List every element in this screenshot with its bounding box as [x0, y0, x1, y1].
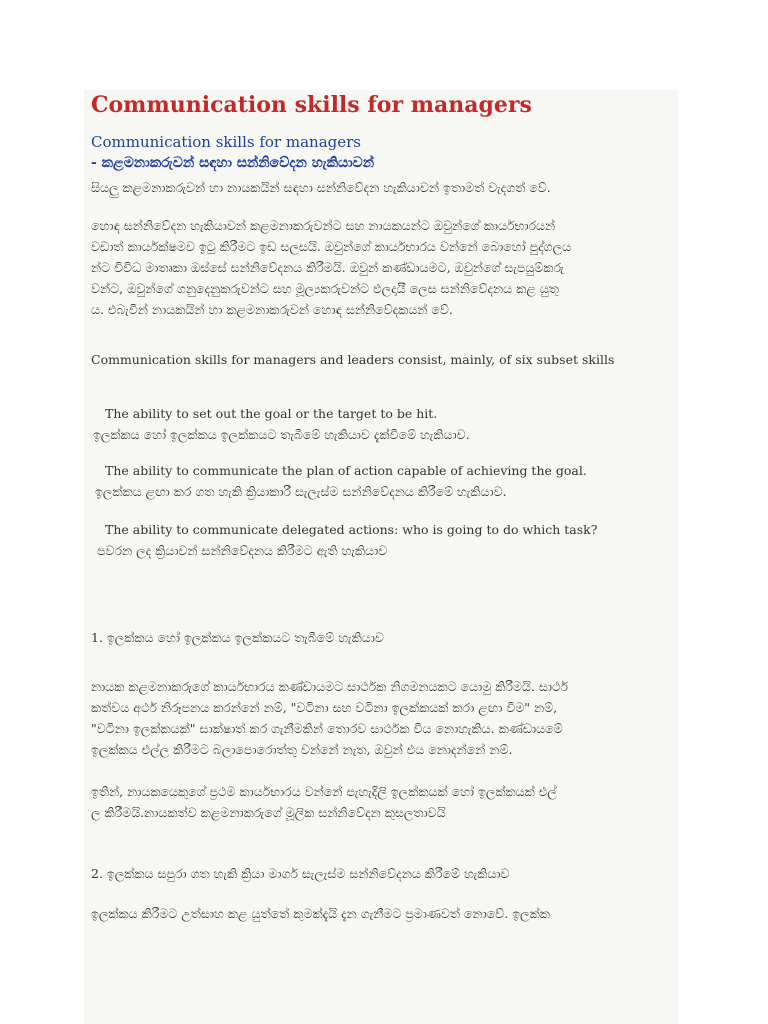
section-1-paragraph-1: [91, 676, 568, 760]
skill-sinhala: ඉලක්කය ළඟා කර ගත හැකි ක්‍රියාකාරී සැලැස්ම සන්නිවේදනය කිරීමේ හැකියාව.: [95, 484, 507, 499]
section-2-paragraph-1: ඉලක්කය කිරීමට උත්සාහ කළ යුත්තේ කුමක්දැයි දැන ගැනීමට ප්‍රමාණවත් නොවේ. ඉලක්ක: [91, 906, 550, 921]
document-page: [84, 90, 678, 1024]
skill-english: The ability to communicate delegated actions: who is going to do which task?: [105, 522, 598, 537]
paragraph-1-line: වන්ට, ඔවුන්ගේ ගනුදෙනුකරුවන්ට සහ මූල්‍යකරුවන්ට ඵලදායී ලෙස සන්නිවේදනය කළ යුතු: [91, 281, 559, 296]
paragraph-1-line: ය. එබැවින් නායකයින් හා කළමනාකරුවන් හොඳ සන්නිවේදකයන් වේ.: [91, 302, 453, 317]
section-1-paragraph-2: [91, 781, 557, 823]
section-1-line: ඉලක්කය එල්ල කිරීමට බලාපොරොත්තු වන්නේ නැත, ඔවුන් එය නොදන්නේ නම්.: [91, 742, 513, 757]
paragraph-1-line: වඩාත් කාර්යක්ෂමව ඉටු කිරීමට ඉඩ සලසයි. ඔවුන්ගේ කාර්යභාරය වන්නේ බොහෝ පුද්ගලය: [91, 239, 572, 254]
section-1-line: "වටිනා ඉලක්කයක්" සාක්ෂාත් කර ගැනීමකින් තොරව සාර්ථක විය නොහැකිය. කණ්ඩායමේ: [91, 721, 563, 736]
section-2-heading: 2. ඉලක්කය සපුරා ගත හැකි ක්‍රියා මාර්ග සැලැස්ම සන්නිවේදනය කිරීමේ හැකියාව: [91, 866, 510, 881]
skill-sinhala: ඉලක්කය හෝ ඉලක්කය ඉලක්කයට තැබීමේ හැකියාව දැක්වීමේ හැකියාව.: [93, 427, 470, 442]
skill-english: The ability to set out the goal or the target to be hit.: [105, 406, 438, 421]
section-1-line: ල කිරීමයි.නායකත්ව කළමනාකරුගේ මූලික සන්නිවේදන කුසලතාවයි: [91, 805, 446, 820]
intro-paragraph: සියලු කළමනාකරුවන් හා නායකයින් සඳහා සන්නිවේදන හැකියාවන් ඉතාමත් වැදගත් වේ.: [91, 180, 551, 195]
skill-item: [91, 403, 470, 445]
page-title: Communication skills for managers: [91, 92, 532, 118]
paragraph-1-line: හොඳ සන්නිවේදන හැකියාවන් කළමනාකරුවන්ට සහ නායකයන්ට ඔවුන්ගේ කාර්යභාරයන්: [91, 218, 556, 233]
skill-item: [91, 519, 597, 561]
subtitle-sinhala: - කළමනාකරුවන් සඳහා සන්නිවේදන හැකියාවන්: [91, 155, 375, 171]
section-1-line: ඉතින්, නායකයෙකුගේ ප්‍රථම කාර්යභාරය වන්නේ පැහැදිලි ඉලක්කයක් හෝ ඉලක්කයක් එල්: [91, 784, 557, 799]
subtitle-english: Communication skills for managers: [91, 133, 361, 151]
paragraph-1: [91, 215, 571, 320]
section-1-heading: 1. ඉලක්කය හෝ ඉලක්කය ඉලක්කයට තැබීමේ හැකියාව: [91, 630, 384, 645]
skill-item: [91, 460, 587, 502]
section-1-line: නායක කළමනාකරුගේ කාර්යභාරය කණ්ඩායමට සාර්ථක නිගමනයකට යොමු කිරීමයි. සාර්ථ: [91, 679, 568, 694]
paragraph-1-line: න්ට විවිධ මාතෘකා ඔස්සේ සන්නිවේදනය කිරීමයි. ඔවුන් කණ්ඩායමට, ඔවුන්ගේ සැපයුම්කරු: [91, 260, 564, 275]
paragraph-2: Communication skills for managers and leaders consist, mainly, of six subset skills: [91, 352, 615, 367]
section-1-line: කත්වය අර්ථ නිරූපනය කරන්නේ නම්, "වටිනා සහ වටිනා ඉලක්කයක් කරා ළඟා වීම" නම්,: [91, 700, 558, 715]
skill-sinhala: පවරන ලද ක්‍රියාවන් සන්නිවේදනය කිරීමට ඇති හැකියාව: [97, 543, 388, 558]
skill-english: The ability to communicate the plan of action capable of achieving the goal.: [105, 463, 587, 478]
